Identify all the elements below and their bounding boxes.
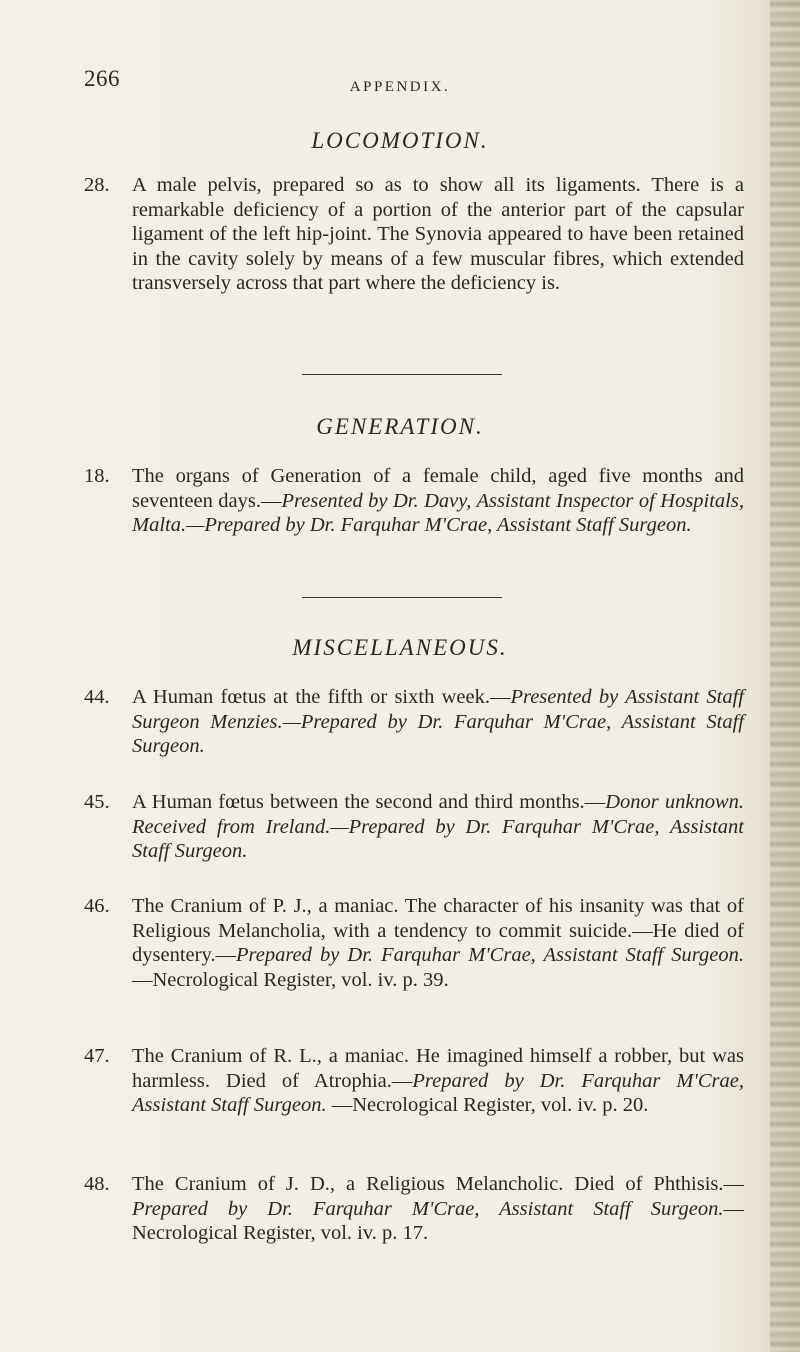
page-number: 266 — [84, 66, 120, 91]
entry-28 — [84, 173, 744, 296]
entry-number: 28. — [84, 174, 110, 196]
entry-text-block — [132, 790, 744, 864]
entry-text: The Cranium of J. D., a Religious Melancholic. Died of Phthisis.— — [132, 1173, 744, 1195]
entry-text-block — [132, 464, 744, 538]
entry-text-block — [132, 685, 744, 759]
entry-number: 46. — [84, 895, 110, 917]
page-edge — [770, 0, 800, 1352]
entry-text: The Cranium of P. J., a maniac. The character of his insanity was that of Religious Melancholia, with a tendency to commit suicide.—He died of dysentery.— — [132, 895, 744, 967]
section-divider — [302, 374, 502, 375]
entry-text-block — [132, 1172, 744, 1246]
entry-attribution: Donor unknown. Received from Ireland.—Prepared by Dr. Farquhar M'Crae, Assistant Staff Surgeon. — [132, 791, 744, 863]
entry-text: The organs of Generation of a female child, aged five months and seventeen days.— — [132, 465, 744, 512]
entry-number: 44. — [84, 686, 110, 708]
entry-attribution: Prepared by Dr. Farquhar M'Crae, Assistant Staff Surgeon. — [236, 944, 744, 967]
entry-text-block — [132, 1044, 744, 1118]
entry-number: 47. — [84, 1045, 110, 1067]
entry-46 — [84, 894, 744, 992]
entry-attribution: Presented by Dr. Davy, Assistant Inspector of Hospitals, Malta.—Prepared by Dr. Farquhar M'Crae, Assistant Staff Surgeon. — [132, 489, 744, 537]
section-divider — [302, 597, 502, 598]
section-title-locomotion: LOCOMOTION. — [311, 128, 489, 153]
section-title-generation: GENERATION. — [316, 414, 484, 439]
entry-text: The Cranium of R. L., a maniac. He imagined himself a robber, but was harmless. Died of Atrophia.— — [132, 1045, 744, 1092]
entry-attribution: Prepared by Dr. Farquhar M'Crae, Assistant Staff Surgeon. — [132, 1197, 724, 1220]
entry-45 — [84, 790, 744, 864]
entry-reference: —Necrological Register, vol. iv. p. 17. — [132, 1197, 744, 1245]
entry-text-block — [132, 894, 744, 992]
entry-18 — [84, 464, 744, 538]
entry-number: 18. — [84, 465, 110, 487]
running-head: APPENDIX. — [349, 79, 451, 95]
section-title-miscellaneous: MISCELLANEOUS. — [292, 635, 508, 660]
entry-reference: —Necrological Register, vol. iv. p. 39. — [132, 968, 449, 991]
entry-44 — [84, 685, 744, 759]
entry-reference: —Necrological Register, vol. iv. p. 20. — [326, 1094, 649, 1117]
entry-text: A Human fœtus at the fifth or sixth week.— — [132, 686, 511, 708]
entry-attribution: Presented by Assistant Staff Surgeon Menzies.—Prepared by Dr. Farquhar M'Crae, Assistant Staff Surgeon. — [132, 686, 744, 758]
entry-48 — [84, 1172, 744, 1246]
entry-text: A male pelvis, prepared so as to show all its ligaments. There is a remarkable deficiency of a portion of the anterior part of the capsular ligament of the left hip-joint. The Synovia appeared to have been retained in the cavity solely by means of a few muscular fibres, which extended transversely across that part where the deficiency is. — [132, 174, 744, 295]
entry-number: 48. — [84, 1173, 110, 1195]
entry-attribution: Prepared by Dr. Farquhar M'Crae, Assistant Staff Surgeon. — [132, 1069, 744, 1117]
entry-text: A Human fœtus between the second and third months.— — [132, 791, 606, 813]
entry-number: 45. — [84, 791, 110, 813]
entry-47 — [84, 1044, 744, 1118]
